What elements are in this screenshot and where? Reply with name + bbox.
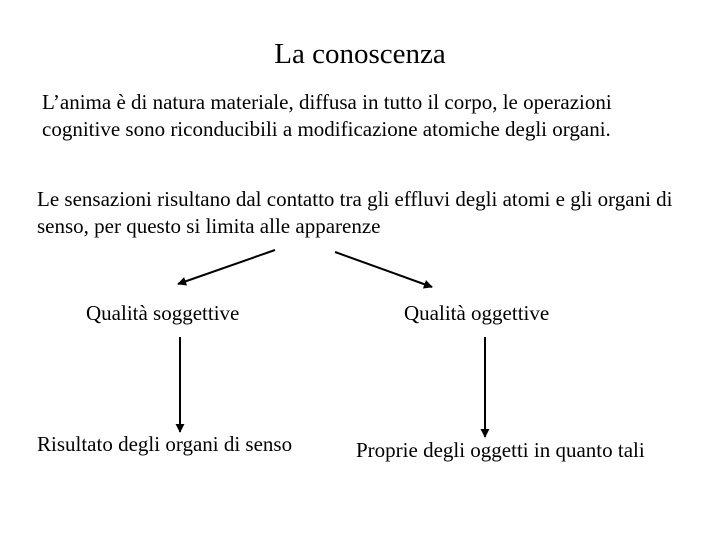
node-risultato-organi: Risultato degli organi di senso [37,432,293,456]
node-proprie-oggetti: Proprie degli oggetti in quanto tali [356,438,645,462]
arrow-to-qualita-oggettive [335,252,432,287]
paragraph-sensazioni: Le sensazioni risultano dal contatto tra gli effluvi degli atomi e gli organi di senso, per questo si limita alle apparenze [37,187,673,238]
slide-title: La conoscenza [274,38,446,70]
node-qualita-oggettive: Qualità oggettive [404,301,550,325]
arrow-to-qualita-soggettive [178,250,275,284]
paragraph-anima: L’anima è di natura materiale, diffusa in tutto il corpo, le operazioni cognitive sono riconducibili a modificazione atomiche degli organi. [42,90,612,141]
node-qualita-soggettive: Qualità soggettive [86,301,240,325]
